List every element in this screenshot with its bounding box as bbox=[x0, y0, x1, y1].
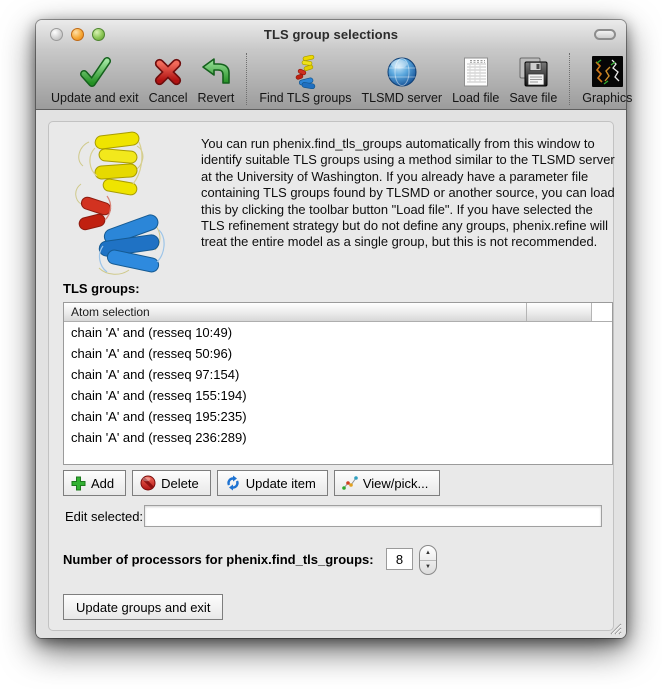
list-item[interactable]: chain 'A' and (resseq 195:235) bbox=[71, 409, 247, 424]
content-area bbox=[36, 110, 626, 638]
toolbar-button-revert[interactable] bbox=[192, 49, 239, 109]
num-processors-input[interactable] bbox=[386, 548, 413, 570]
toolbar-label: Cancel bbox=[148, 91, 188, 105]
protein-model-icon bbox=[290, 53, 320, 90]
list-header bbox=[64, 303, 612, 322]
plus-icon bbox=[71, 476, 86, 491]
protein-structure-image bbox=[59, 126, 185, 284]
close-button[interactable] bbox=[50, 28, 63, 41]
num-processors-spinner bbox=[419, 545, 437, 575]
prohibition-icon bbox=[140, 475, 156, 491]
floppy-disk-icon bbox=[517, 53, 549, 90]
list-item[interactable]: chain 'A' and (resseq 236:289) bbox=[71, 430, 247, 445]
molecule-zigzag-icon bbox=[342, 475, 358, 491]
main-panel bbox=[48, 121, 614, 631]
edit-selected-input[interactable] bbox=[144, 505, 602, 527]
edit-selected-label: Edit selected: bbox=[65, 509, 144, 524]
button-label: Delete bbox=[161, 475, 199, 491]
add-button[interactable] bbox=[63, 470, 126, 496]
button-label: View/pick... bbox=[362, 475, 429, 491]
toolbar-button-find-tls-groups[interactable] bbox=[254, 49, 356, 109]
spreadsheet-icon bbox=[463, 53, 489, 90]
toolbar-label: Update and exit bbox=[51, 91, 139, 105]
toolbar-separator bbox=[569, 53, 570, 105]
minimize-button[interactable] bbox=[71, 28, 84, 41]
resize-grip[interactable] bbox=[608, 621, 622, 635]
toolbar-button-save-file[interactable] bbox=[504, 49, 562, 109]
list-item[interactable]: chain 'A' and (resseq 50:96) bbox=[71, 346, 233, 361]
button-label: Update item bbox=[245, 475, 316, 491]
revert-arrow-icon bbox=[200, 53, 232, 90]
intro-text: You can run phenix.find_tls_groups automatically from this window to identify suitable TLS groups using a method similar to the TLSMD server at the University of Washington. If you already have a parameter file containing TLS groups found by TLSMD or another source, you can load this by clicking the toolbar button "Load file". If you have selected the TLS refinement strategy but do not define any groups, phenix.refine will treat the entire model as a single group, but this is not recommended. bbox=[201, 136, 615, 250]
toolbar-label: Save file bbox=[509, 91, 558, 105]
molecule-graphics-icon bbox=[592, 53, 623, 90]
toolbar-label: Revert bbox=[197, 91, 235, 105]
toolbar-button-tlsmd-server[interactable] bbox=[357, 49, 448, 109]
list-item[interactable]: chain 'A' and (resseq 97:154) bbox=[71, 367, 240, 382]
toolbar-separator bbox=[246, 53, 247, 105]
title-bar[interactable] bbox=[36, 20, 626, 49]
globe-icon bbox=[386, 53, 418, 90]
toolbar-button-cancel[interactable] bbox=[144, 49, 193, 109]
refresh-icon bbox=[225, 475, 241, 491]
toolbar-button-load-file[interactable] bbox=[447, 49, 504, 109]
column-header-atom-selection[interactable]: Atom selection bbox=[64, 303, 527, 321]
delete-button[interactable] bbox=[132, 470, 211, 496]
tls-groups-list[interactable] bbox=[63, 302, 613, 465]
zoom-button[interactable] bbox=[92, 28, 105, 41]
toolbar-label: TLSMD server bbox=[361, 91, 443, 105]
spinner-up-arrow-icon[interactable]: ▲ bbox=[420, 546, 436, 561]
button-label: Add bbox=[91, 475, 115, 491]
update-groups-and-exit-button[interactable] bbox=[63, 594, 223, 620]
toolbar bbox=[36, 49, 633, 110]
check-icon bbox=[79, 53, 111, 90]
button-label: Update groups and exit bbox=[76, 599, 211, 615]
dialog-window bbox=[36, 20, 633, 638]
window-title: TLS group selections bbox=[263, 27, 399, 42]
spinner-down-arrow-icon[interactable]: ▼ bbox=[425, 564, 431, 571]
toolbar-button-update-and-exit[interactable] bbox=[46, 49, 144, 109]
cancel-x-icon bbox=[153, 53, 183, 90]
toolbar-button-graphics[interactable] bbox=[577, 49, 637, 109]
traffic-lights bbox=[50, 28, 105, 41]
list-item[interactable]: chain 'A' and (resseq 10:49) bbox=[71, 325, 233, 340]
toolbar-label: Find TLS groups bbox=[259, 91, 352, 105]
toolbar-label: Load file bbox=[452, 91, 500, 105]
tls-groups-label: TLS groups: bbox=[63, 281, 140, 296]
toolbar-label: Graphics bbox=[582, 91, 633, 105]
list-action-buttons bbox=[63, 470, 440, 496]
num-processors-label: Number of processors for phenix.find_tls_groups: bbox=[63, 552, 374, 567]
view-pick-button[interactable] bbox=[334, 470, 441, 496]
column-header-filler bbox=[527, 303, 592, 321]
toolbar-toggle-button[interactable] bbox=[594, 29, 616, 40]
list-item[interactable]: chain 'A' and (resseq 155:194) bbox=[71, 388, 247, 403]
update-item-button[interactable] bbox=[217, 470, 328, 496]
